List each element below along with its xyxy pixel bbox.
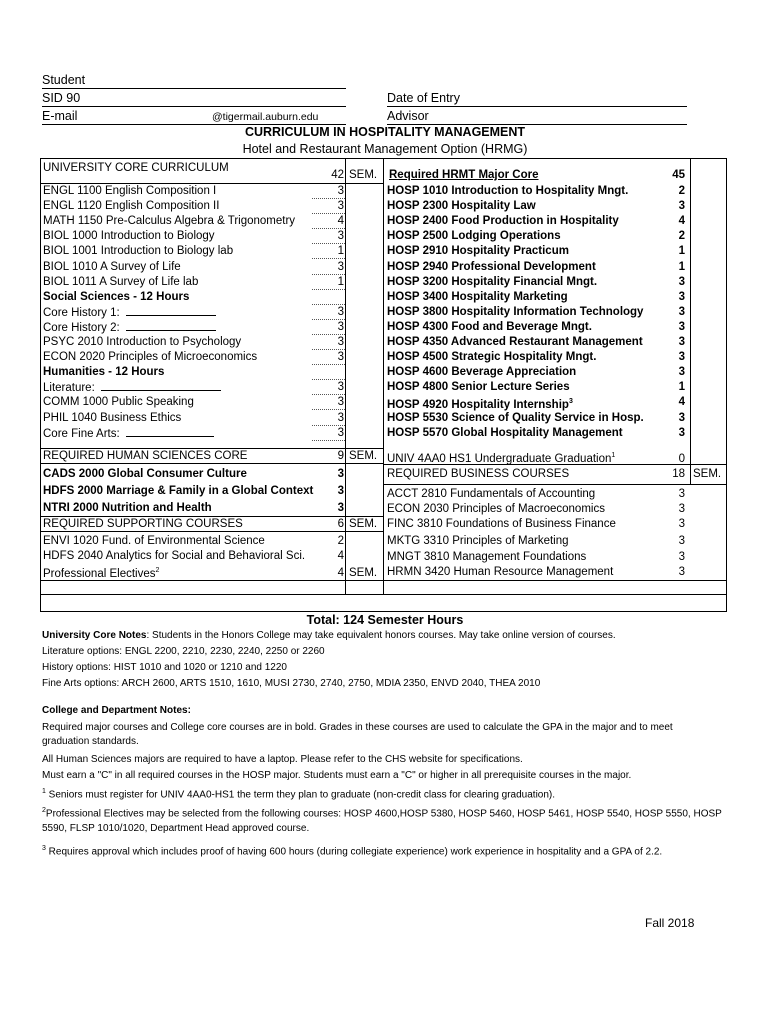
total-hours: Total: 124 Semester Hours	[306, 613, 464, 627]
bus-course-hours: 3	[678, 566, 685, 578]
core-course-row: Humanities - 12 Hours	[43, 366, 165, 378]
major-course-row: HOSP 2940 Professional Development	[387, 261, 596, 273]
major-course-row: HOSP 4300 Food and Beverage Mngt.	[387, 321, 592, 333]
core-course-hours: 1	[337, 245, 344, 257]
blank-field[interactable]	[126, 426, 214, 437]
core-course-hours: 3	[337, 185, 344, 197]
core-course-row: BIOL 1011 A Survey of Life lab	[43, 276, 199, 288]
history-options: History options: HIST 1010 and 1020 or 1210 and 1220	[42, 662, 287, 673]
sup-course-hours: 2	[337, 535, 344, 547]
bus-hours: 18	[672, 468, 685, 480]
core-course-row: ENGL 1120 English Composition II	[43, 200, 220, 212]
blank-field[interactable]	[126, 320, 216, 331]
bus-course-hours: 3	[678, 488, 685, 500]
core-course-hours: 3	[337, 336, 344, 348]
core-course-row: PSYC 2010 Introduction to Psychology	[43, 336, 242, 348]
core-course-hours: 3	[337, 351, 344, 363]
page-title: CURRICULUM IN HOSPITALITY MANAGEMENT	[244, 125, 526, 139]
core-course-hours: 3	[337, 230, 344, 242]
major-course-row: HOSP 4600 Beverage Appreciation	[387, 366, 577, 378]
sup-course-hours: 4	[337, 550, 344, 562]
sid-label: SID 90	[42, 91, 81, 105]
major-course-row: HOSP 1010 Introduction to Hospitality Mngt.	[387, 185, 629, 197]
electives-hours: 4	[337, 567, 344, 579]
major-course-row: HOSP 4500 Strategic Hospitality Mngt.	[387, 351, 597, 363]
bus-course-row: MKTG 3310 Principles of Marketing	[387, 535, 569, 547]
blank-field[interactable]	[126, 305, 216, 316]
core-notes: University Core Notes: Students in the Honors College may take equivalent honors courses. May take online version of courses.	[42, 630, 616, 641]
core-course-row: BIOL 1010 A Survey of Life	[43, 261, 181, 273]
email-label: E-mail	[42, 109, 78, 123]
core-course-row: PHIL 1040 Business Ethics	[43, 412, 182, 424]
major-course-row: HOSP 2300 Hospitality Law	[387, 200, 536, 212]
core-course-row: COMM 1000 Public Speaking	[43, 396, 194, 408]
notes-section	[42, 629, 722, 859]
term-footer: Fall 2018	[645, 916, 695, 930]
footnote-3: $^3$ Requires approval which includes proof of having 600 hours (during collegiate experience) work experience in hospitality and a GPA of 2.2.	[42, 844, 663, 857]
bus-course-row: ECON 2030 Principles of Macroeconomics	[387, 503, 605, 515]
bus-course-hours: 3	[678, 551, 685, 563]
core-course-row: Core Fine Arts:	[43, 426, 214, 441]
major-course-hours: 3	[678, 276, 685, 288]
major-course-hours: 3	[678, 366, 685, 378]
hours-underline	[312, 289, 345, 290]
core-course-hours: 3	[337, 396, 344, 408]
core-course-hours: 3	[337, 427, 344, 439]
core-course-hours: 1	[337, 276, 344, 288]
bus-course-hours: 3	[678, 503, 685, 515]
hours-underline	[312, 364, 345, 365]
hs-course-hours: 3	[337, 485, 344, 497]
grade-note: Must earn a "C" in all required courses in the HOSP major. Students must earn a "C" or higher in all prerequisite courses in the major.	[42, 770, 632, 781]
dept-notes-label: College and Department Notes:	[42, 705, 191, 716]
core-course-hours: 3	[337, 306, 344, 318]
major-course-hours: 3	[678, 291, 685, 303]
major-course-hours: 3	[678, 412, 685, 424]
hs-course-row: NTRI 2000 Nutrition and Health	[43, 502, 212, 514]
hs-hours: 9	[337, 450, 344, 462]
hours-underline	[312, 258, 345, 259]
bus-course-hours: 3	[678, 535, 685, 547]
grad-hours: 0	[678, 453, 685, 465]
blank-field[interactable]	[101, 380, 221, 391]
major-course-row: HOSP 5530 Science of Quality Service in Hosp.	[387, 412, 644, 424]
literature-options: Literature options: ENGL 2200, 2210, 2230, 2240, 2250 or 2260	[42, 646, 325, 657]
major-course-hours: 3	[678, 351, 685, 363]
major-course-row: HOSP 4920 Hospitality Internship$^3$	[387, 398, 573, 411]
major-course-hours: 2	[678, 230, 685, 242]
major-course-hours: 1	[678, 261, 685, 273]
core-sem: SEM.	[349, 169, 378, 181]
footnote-2: $^2$Professional Electives may be selected from the following courses: HOSP 4600,HOSP 5380, HOSP 5460, HOSP 5461, HOSP 5540, HOSP 5550, HOSP 5590, FLSP 1010/1020, Department Head approved course.	[42, 807, 722, 834]
core-course-hours: 3	[337, 381, 344, 393]
major-course-hours: 3	[678, 321, 685, 333]
electives-sem: SEM.	[349, 567, 378, 579]
hs-course-row: HDFS 2000 Marriage & Family in a Global Context	[43, 485, 314, 497]
bold-note: Required major courses and College core courses are in bold. Grades in these courses are used to calculate the GPA in the major and to meet graduation standards.	[42, 722, 673, 747]
major-course-hours: 2	[678, 185, 685, 197]
major-course-hours: 1	[678, 381, 685, 393]
major-course-row: HOSP 2910 Hospitality Practicum	[387, 245, 569, 257]
fine-arts-options: Fine Arts options: ARCH 2600, ARTS 1510, 1610, MUSI 2730, 2740, 2750, MDIA 2350, ENVD 2040, THEA 2010	[42, 678, 541, 689]
sup-hours: 6	[337, 518, 344, 530]
core-course-row: Social Sciences - 12 Hours	[43, 291, 190, 303]
core-course-hours: 3	[337, 200, 344, 212]
major-course-hours: 3	[678, 306, 685, 318]
core-course-row: BIOL 1001 Introduction to Biology lab	[43, 245, 234, 257]
grad-row: UNIV 4AA0 HS1 Undergraduate Graduation$^1$	[387, 452, 616, 465]
hs-course-hours: 3	[337, 468, 344, 480]
bus-course-row: FINC 3810 Foundations of Business Finance	[387, 518, 616, 530]
major-course-row: HOSP 5570 Global Hospitality Management	[387, 427, 623, 439]
major-course-hours: 3	[678, 427, 685, 439]
hours-underline	[312, 440, 345, 441]
core-course-hours: 3	[337, 261, 344, 273]
hours-underline	[312, 409, 345, 410]
major-course-row: HOSP 4800 Senior Lecture Series	[387, 381, 570, 393]
major-course-row: HOSP 2400 Food Production in Hospitality	[387, 215, 619, 227]
laptop-note: All Human Sciences majors are required to have a laptop. Please refer to the CHS website for specifications.	[42, 754, 523, 765]
core-course-row: ECON 2020 Principles of Microeconomics	[43, 351, 258, 363]
bus-sem: SEM.	[693, 468, 722, 480]
major-course-row: HOSP 4350 Advanced Restaurant Management	[387, 336, 643, 348]
bus-course-row: ACCT 2810 Fundamentals of Accounting	[387, 488, 596, 500]
core-course-row: Core History 1:	[43, 305, 216, 320]
sid-field[interactable]	[42, 106, 346, 107]
major-course-hours: 3	[678, 200, 685, 212]
major-hours: 45	[672, 169, 685, 181]
core-course-row: MATH 1150 Pre-Calculus Algebra & Trigonometry	[43, 215, 296, 227]
date-of-entry-field[interactable]	[387, 106, 687, 107]
hs-sem: SEM.	[349, 450, 378, 462]
hs-course-row: CADS 2000 Global Consumer Culture	[43, 468, 247, 480]
core-header: UNIVERSITY CORE CURRICULUM	[43, 162, 229, 174]
page-subtitle: Hotel and Restaurant Management Option (HRMG)	[242, 142, 528, 156]
bus-header: REQUIRED BUSINESS COURSES	[387, 468, 570, 480]
bus-course-hours: 3	[678, 518, 685, 530]
core-course-row: Core History 2:	[43, 320, 216, 335]
major-course-row: HOSP 2500 Lodging Operations	[387, 230, 561, 242]
core-course-row: BIOL 1000 Introduction to Biology	[43, 230, 215, 242]
core-course-hours: 3	[337, 412, 344, 424]
bus-course-row: MNGT 3810 Management Foundations	[387, 551, 587, 563]
major-course-hours: 4	[678, 215, 685, 227]
core-course-hours: 4	[337, 215, 344, 227]
hs-course-hours: 3	[337, 502, 344, 514]
major-course-row: HOSP 3200 Hospitality Financial Mngt.	[387, 276, 598, 288]
hs-header: REQUIRED HUMAN SCIENCES CORE	[43, 450, 248, 462]
sup-sem: SEM.	[349, 518, 378, 530]
major-course-row: HOSP 3800 Hospitality Information Technology	[387, 306, 644, 318]
bus-course-row: HRMN 3420 Human Resource Management	[387, 566, 614, 578]
core-course-hours: 3	[337, 321, 344, 333]
core-course-row: Literature:	[43, 380, 221, 395]
core-course-row: ENGL 1100 English Composition I	[43, 185, 217, 197]
sup-course-row: HDFS 2040 Analytics for Social and Behavioral Sci.	[43, 550, 306, 562]
advisor-label: Advisor	[387, 109, 429, 123]
major-header: Required HRMT Major Core	[389, 169, 539, 181]
student-label: Student	[42, 73, 86, 87]
footnote-1: $^1$ Seniors must register for UNIV 4AA0-HS1 the term they plan to graduate (non-credit class for clearing graduation).	[42, 788, 556, 801]
core-hours: 42	[331, 169, 344, 181]
electives-label: Professional Electives$^2$	[43, 567, 160, 580]
date-of-entry-label: Date of Entry	[387, 91, 460, 105]
major-course-hours: 3	[678, 336, 685, 348]
major-course-row: HOSP 3400 Hospitality Marketing	[387, 291, 568, 303]
sup-header: REQUIRED SUPPORTING COURSES	[43, 518, 243, 530]
major-course-hours: 4	[678, 396, 685, 408]
email-domain: @tigermail.auburn.edu	[212, 111, 319, 123]
major-course-hours: 1	[678, 245, 685, 257]
sup-course-row: ENVI 1020 Fund. of Environmental Science	[43, 535, 265, 547]
